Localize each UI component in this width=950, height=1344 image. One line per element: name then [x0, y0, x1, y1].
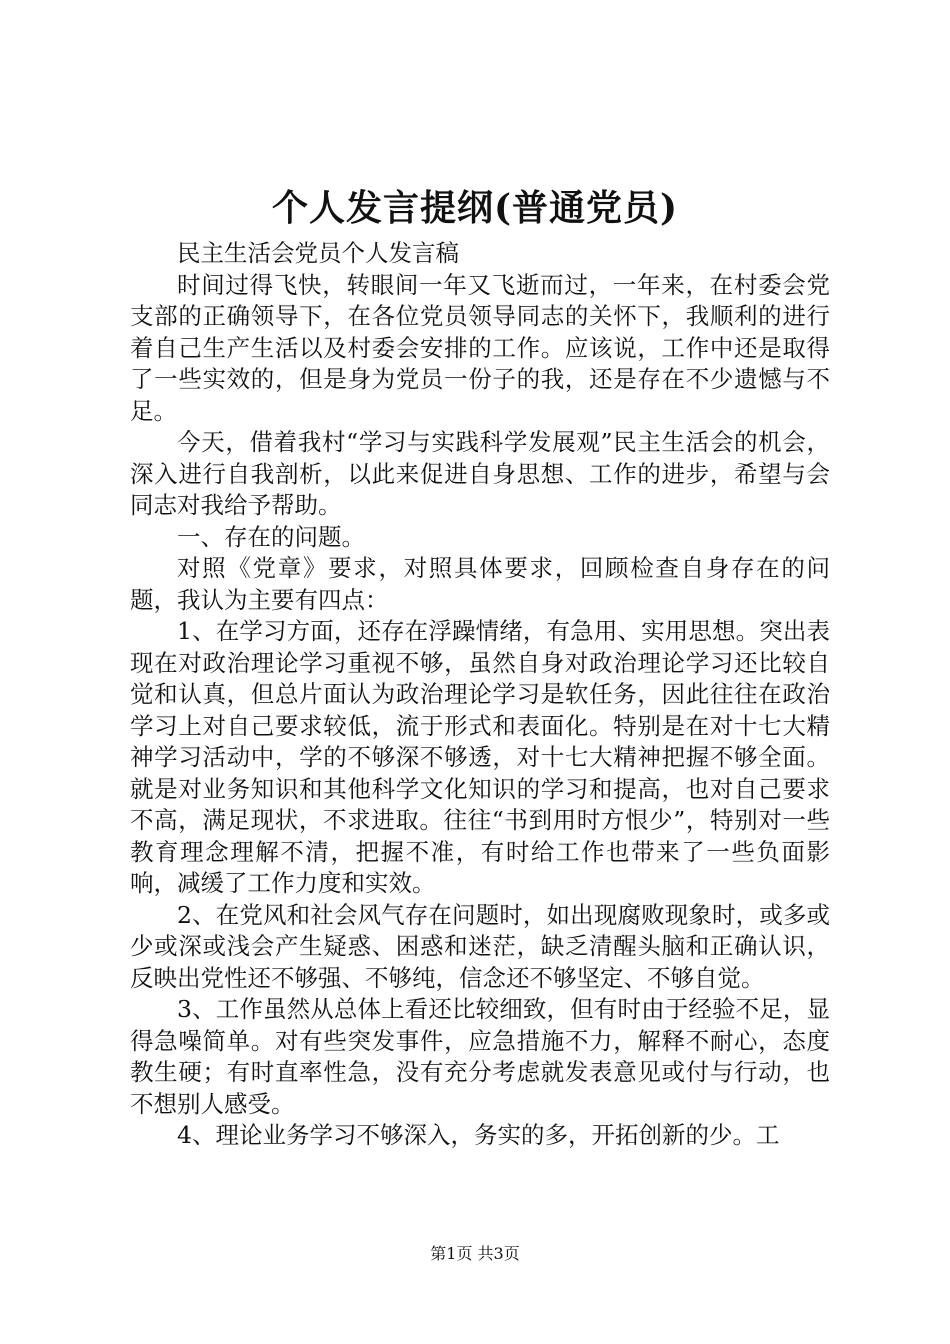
- paragraph-overview: 对照《党章》要求，对照具体要求，回顾检查自身存在的问题，我认为主要有四点：: [130, 554, 830, 614]
- section-heading-problems: 一、存在的问题。: [177, 522, 365, 551]
- paragraph-subtitle: 民主生活会党员个人发言稿: [177, 239, 459, 267]
- paragraph-purpose: 今天，借着我村“学习与实践科学发展观”民主生活会的机会，深入进行自我剖析，以此来促进自身思想、工作的进步，希望与会同志对我给予帮助。: [130, 428, 830, 519]
- paragraph-point-3: 3、工作虽然从总体上看还比较细致，但有时由于经验不足，显得急噪简单。对有些突发事件，应急措施不力，解释不耐心，态度教生硬；有时直率性急，没有充分考虑就发表意见或付与行动，也不想别人感受。: [130, 995, 830, 1118]
- paragraph-point-1: 1、在学习方面，还存在浮躁情绪，有急用、实用思想。突出表现在对政治理论学习重视不够，虽然自身对政治理论学习还比较自觉和认真，但总片面认为政治理论学习是软任务，因此往往在政治学习上对自己要求较低，流于形式和表面化。特别是在对十七大精神学习活动中，学的不够深不够透，对十七大精神把握不够全面。就是对业务知识和其他科学文化知识的学习和提高，也对自己要求不高，满足现状，不求进取。往往“书到用时方恨少”，特别对一些教育理念理解不清，把握不准，有时给工作也带来了一些负面影响，减缓了工作力度和实效。: [130, 617, 830, 897]
- paragraph-point-2: 2、在党风和社会风气存在问题时，如出现腐败现象时，或多或少或深或浅会产生疑惑、困惑和迷茫，缺乏清醒头脑和正确认识，反映出党性还不够强、不够纯，信念还不够坚定、不够自觉。: [130, 900, 830, 992]
- document-title: 个人发言提纲(普通党员): [271, 187, 679, 229]
- document-body: [130, 238, 830, 1152]
- page-number-footer: 第1页 共3页: [430, 1244, 520, 1263]
- paragraph-intro: 时间过得飞快，转眼间一年又飞逝而过，一年来，在村委会党支部的正确领导下，在各位党员领导同志的关怀下，我顺利的进行着自己生产生活以及村委会安排的工作。应该说，工作中还是取得了一些实效的，但是身为党员一份子的我，还是存在不少遗憾与不足。: [130, 270, 830, 425]
- paragraph-point-4: 4、理论业务学习不够深入，务实的多，开拓创新的少。工: [177, 1121, 780, 1149]
